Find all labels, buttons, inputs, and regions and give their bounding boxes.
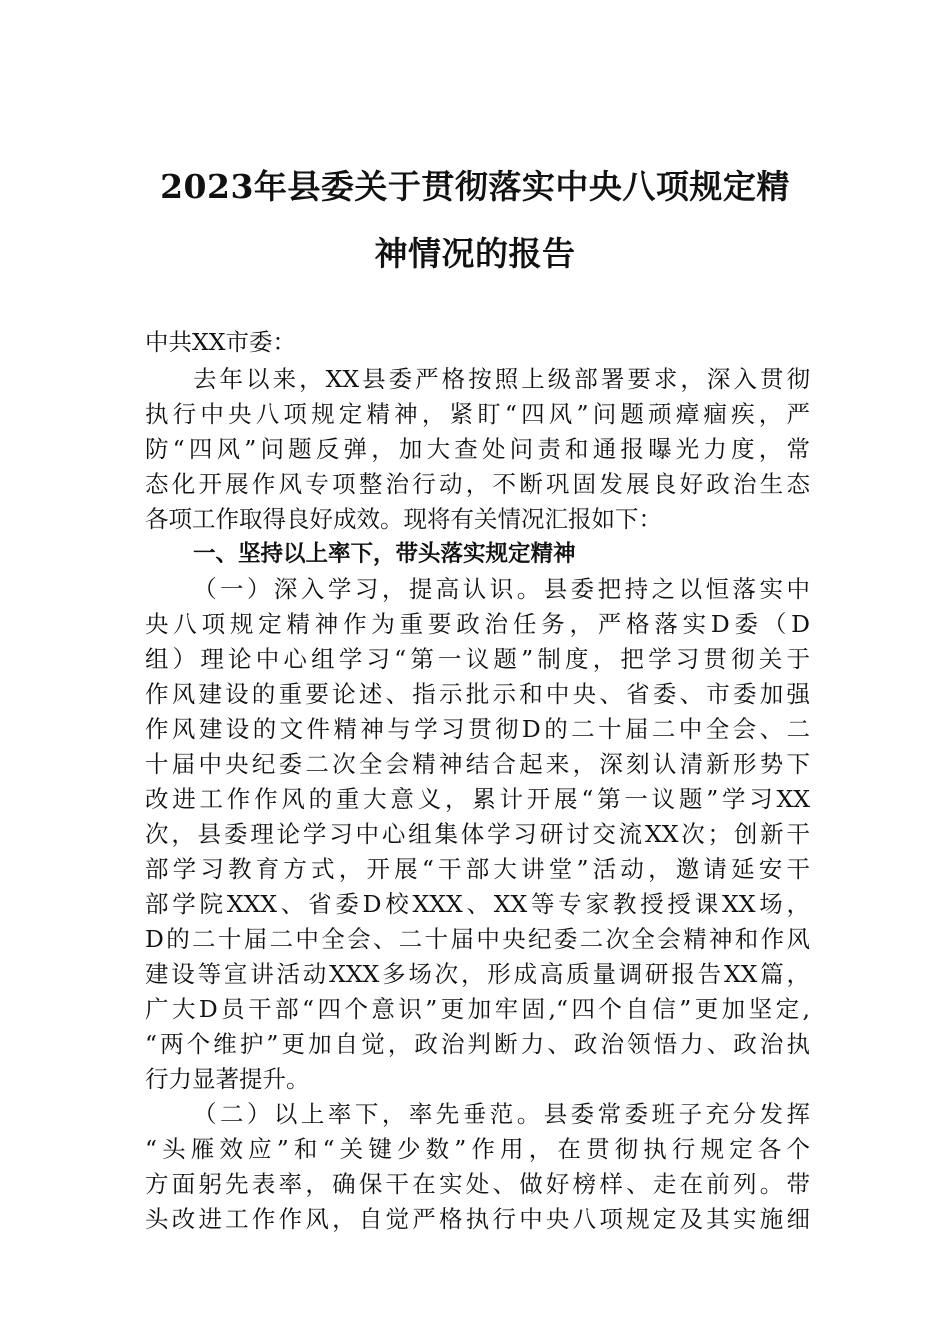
document-title-line-1: 2023年县委关于贯彻落实中央八项规定精 [160,167,790,206]
paragraph-line: 作风建设的重要论述、指示批示和中央、省委、市委加强 [145,680,810,708]
paragraph-line: 态化开展作风专项整治行动，不断巩固发展良好政治生态 [145,470,810,498]
paragraph-line: 央八项规定精神作为重要政治任务，严格落实D委（D [145,610,810,638]
paragraph-line: （一）深入学习，提高认识。县委把持之以恒落实中 [193,575,810,603]
paragraph-line: 十届中央纪委二次全会精神结合起来，深刻认清新形势下 [145,750,810,778]
paragraph-line: 各项工作取得良好成效。现将有关情况汇报如下： [145,505,662,533]
paragraph-line: 部学习教育方式，开展“干部大讲堂”活动，邀请延安干 [145,855,810,883]
section-heading: 一、坚持以上率下，带头落实规定精神 [193,541,576,567]
paragraph-line: 改进工作作风的重大意义，累计开展“第一议题”学习XX [145,785,810,813]
paragraph-line: 行力显著提升。 [145,1065,310,1093]
salutation: 中共XX市委： [145,328,296,356]
paragraph-line: 广大D员干部“四个意识”更加牢固,“四个自信”更加坚定, [145,995,810,1023]
document-title-line-2: 神情况的报告 [374,234,576,273]
paragraph-line: “头雁效应”和“关键少数”作用，在贯彻执行规定各个 [145,1135,810,1163]
paragraph-line: 建设等宣讲活动XXX多场次，形成高质量调研报告XX篇， [145,960,810,988]
paragraph-line: 防“四风”问题反弹，加大查处问责和通报曝光力度，常 [145,435,810,463]
paragraph-line: 次，县委理论学习中心组集体学习研讨交流XX次；创新干 [145,820,810,848]
paragraph-line: 去年以来，XX县委严格按照上级部署要求，深入贯彻 [193,365,810,393]
paragraph-line: 头改进工作作风，自觉严格执行中央八项规定及其实施细 [145,1205,810,1233]
paragraph-line: D的二十届二中全会、二十届中央纪委二次全会精神和作风 [145,925,810,953]
paragraph-line: （二）以上率下，率先垂范。县委常委班子充分发挥 [193,1100,810,1128]
paragraph-line: 作风建设的文件精神与学习贯彻D的二十届二中全会、二 [145,715,810,743]
paragraph-line: 方面躬先表率，确保干在实处、做好榜样、走在前列。带 [145,1170,810,1198]
paragraph-line: 组）理论中心组学习“第一议题”制度，把学习贯彻关于 [145,645,810,673]
paragraph-line: “两个维护”更加自觉，政治判断力、政治领悟力、政治执 [145,1030,810,1058]
paragraph-line: 执行中央八项规定精神，紧盯“四风”问题顽瘴痼疾，严 [145,400,810,428]
paragraph-line: 部学院XXX、省委D校XXX、XX等专家教授授课XX场， [145,890,810,918]
